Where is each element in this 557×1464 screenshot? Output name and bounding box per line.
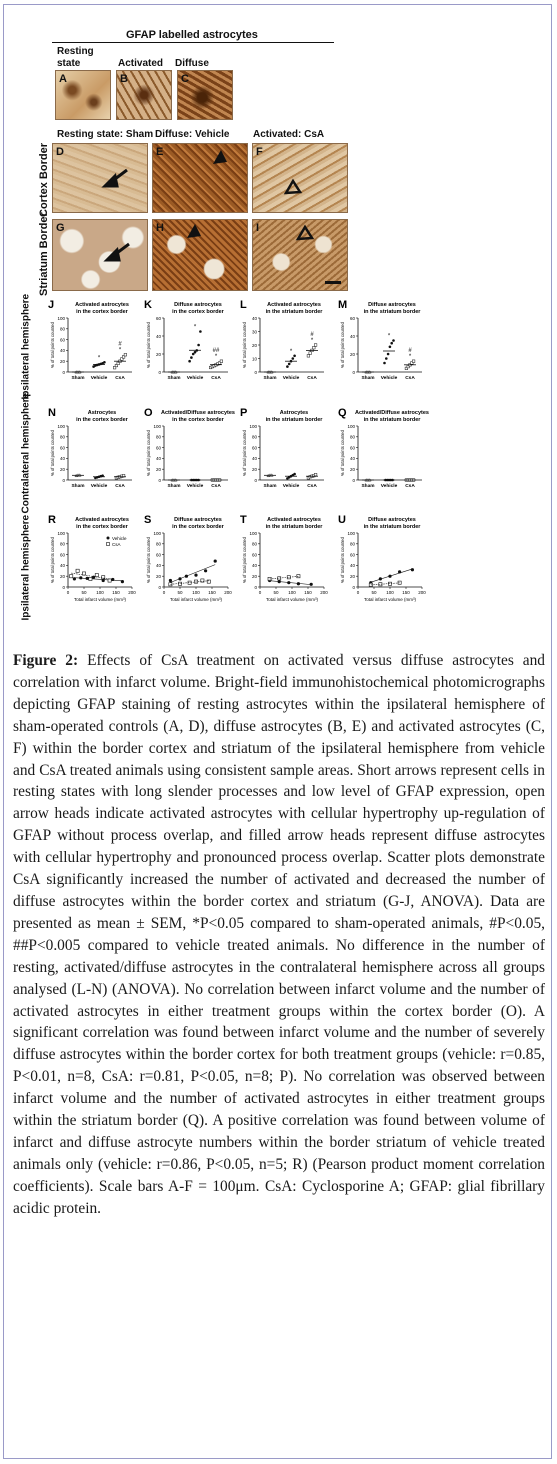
y-tick-label: 20 (59, 574, 65, 579)
figure-caption (13, 650, 545, 1220)
x-tick-label: 100 (288, 590, 296, 595)
x-tick-label: 150 (304, 590, 312, 595)
y-tick-label: 80 (59, 434, 65, 440)
point-csa (108, 579, 111, 582)
micrograph-d: D (52, 143, 148, 213)
y-tick-label: 0 (62, 477, 65, 483)
y-tick-label: 80 (251, 434, 257, 440)
x-tick-label: 0 (258, 590, 262, 595)
regression-line-vehicle (371, 569, 413, 582)
point-csa (220, 360, 223, 363)
y-tick-label: 60 (155, 552, 161, 558)
y-axis-label: % of total points counted (242, 430, 247, 476)
plot-row-label-2: Contralateral hemisphere (20, 392, 32, 514)
plot-title-o: Activated/Diffuse astrocytes (161, 410, 235, 416)
panel-letter-m: M (338, 299, 348, 311)
y-tick-label: 60 (349, 315, 355, 321)
plot-k (142, 298, 234, 398)
y-tick-label: 80 (349, 434, 355, 440)
point-csa (194, 580, 197, 583)
group-label-sham: Sham (71, 376, 85, 381)
point-csa (314, 473, 317, 476)
y-tick-label: 60 (251, 445, 257, 451)
group-label-vehicle: Vehicle (90, 376, 108, 381)
x-tick-label: 100 (192, 590, 200, 595)
plot-title-u: Diffuse astrocytes (368, 517, 416, 523)
y-tick-label: 100 (347, 530, 355, 536)
point-vehicle (169, 579, 172, 582)
regression-line-csa (371, 583, 400, 585)
x-axis-label: Total infarct volume (mm³) (363, 597, 417, 602)
col-title-csa: Activated: CsA (253, 129, 325, 140)
plot-title-r: Activated astrocytes (75, 517, 129, 523)
plot-title-q: Activated/Diffuse astrocytes (355, 410, 429, 416)
micrograph-b: B (116, 70, 172, 120)
x-axis-label: Total infarct volume (mm³) (73, 597, 127, 602)
point-vehicle (411, 568, 414, 571)
y-tick-label: 20 (349, 351, 355, 357)
y-tick-label: 60 (59, 445, 65, 451)
regression-line-csa (270, 576, 299, 579)
x-tick-label: 0 (162, 590, 166, 595)
point-csa (307, 355, 310, 358)
panel-letter-s: S (144, 514, 152, 526)
y-tick-label: 80 (59, 326, 65, 332)
plot-title-m: in the striatum border (363, 309, 421, 315)
significance-marker: * (408, 354, 412, 361)
y-tick-label: 80 (155, 541, 161, 547)
significance-marker: # (118, 341, 122, 348)
plot-l (238, 298, 330, 398)
panel-letter-n: N (48, 407, 56, 419)
y-tick-label: 20 (155, 574, 161, 579)
open-arrowhead-f (283, 178, 305, 196)
group-label-sham: Sham (71, 484, 85, 489)
y-tick-label: 10 (251, 356, 257, 362)
y-tick-label: 100 (57, 530, 65, 536)
significance-marker: * (214, 354, 218, 361)
group-label-csa: CsA (307, 376, 317, 381)
group-label-sham: Sham (263, 484, 277, 489)
panel-letter-q: Q (338, 407, 347, 419)
significance-marker: ## (212, 348, 220, 355)
x-tick-label: 200 (418, 590, 426, 595)
y-tick-label: 100 (249, 423, 257, 429)
regression-line-vehicle (270, 581, 312, 585)
x-tick-label: 50 (81, 590, 87, 595)
legend-marker-vehicle (107, 537, 110, 540)
group-label-vehicle: Vehicle (380, 376, 398, 381)
legend-vehicle: Vehicle (112, 535, 127, 541)
panel-letter-k: K (144, 299, 152, 311)
plot-o (142, 406, 234, 506)
y-tick-label: 100 (153, 530, 161, 536)
y-tick-label: 100 (57, 315, 65, 321)
group-label-csa: CsA (405, 376, 415, 381)
significance-marker: * (387, 333, 391, 340)
y-tick-label: 20 (59, 359, 65, 364)
y-axis-label: % of total points counted (146, 322, 151, 368)
x-tick-label: 50 (371, 590, 377, 595)
y-tick-label: 60 (59, 337, 65, 343)
point-vehicle (389, 346, 392, 349)
panel-letter-j: J (48, 299, 55, 311)
plot-title-s: in the cortex border (172, 524, 224, 530)
panel-letter-r: R (48, 514, 56, 526)
panel-a-title: Resting state (57, 46, 94, 69)
group-label-sham: Sham (361, 484, 375, 489)
y-tick-label: 40 (349, 456, 355, 462)
plot-title-t: Activated astrocytes (267, 517, 321, 523)
y-tick-label: 20 (155, 351, 161, 357)
caption-label: Figure 2: (13, 652, 79, 669)
y-axis-label: % of total points counted (340, 537, 345, 583)
plot-n (46, 406, 138, 506)
point-vehicle (194, 574, 197, 577)
group-label-csa: CsA (115, 376, 125, 381)
x-tick-label: 50 (177, 590, 183, 595)
point-csa (412, 360, 415, 363)
x-tick-label: 0 (356, 590, 360, 595)
plot-row-label-1: Ipsilateral hemisphere (20, 293, 32, 400)
y-tick-label: 0 (254, 477, 257, 483)
y-tick-label: 60 (251, 552, 257, 558)
y-tick-label: 20 (349, 467, 355, 472)
group-label-vehicle: Vehicle (380, 484, 398, 489)
y-tick-label: 60 (59, 552, 65, 558)
point-vehicle (204, 569, 207, 572)
panel-c-title: Diffuse (175, 58, 209, 69)
y-tick-label: 20 (155, 467, 161, 472)
point-vehicle (190, 356, 193, 359)
y-tick-label: 0 (158, 369, 161, 375)
plot-title-l: Activated astrocytes (267, 302, 321, 308)
x-axis-label: Total infarct volume (mm³) (169, 597, 223, 602)
y-tick-label: 60 (155, 315, 161, 321)
regression-line-vehicle (74, 578, 122, 581)
y-axis-label: % of total points counted (340, 322, 345, 368)
y-tick-label: 100 (249, 530, 257, 536)
point-vehicle (199, 330, 202, 333)
significance-marker: * (118, 347, 122, 354)
significance-marker: * (193, 324, 197, 331)
y-tick-label: 100 (153, 423, 161, 429)
y-tick-label: 80 (59, 541, 65, 547)
point-vehicle (387, 353, 390, 356)
short-arrow-d (101, 166, 131, 192)
plot-r (46, 513, 138, 613)
y-tick-label: 0 (158, 477, 161, 483)
row-label-striatum: Striatum Border (38, 212, 50, 296)
y-tick-label: 60 (349, 445, 355, 451)
y-axis-label: % of total points counted (50, 322, 55, 368)
point-vehicle (188, 360, 191, 363)
point-csa (70, 575, 73, 578)
x-tick-label: 100 (386, 590, 394, 595)
y-tick-label: 0 (352, 584, 355, 590)
y-axis-label: % of total points counted (50, 430, 55, 476)
plot-q (336, 406, 428, 506)
plot-title-n: Astrocytes (87, 410, 117, 416)
plot-title-j: Activated astrocytes (75, 302, 129, 308)
x-tick-label: 200 (320, 590, 328, 595)
point-csa (314, 344, 317, 347)
point-vehicle (286, 365, 289, 368)
filled-arrowhead-e (209, 148, 233, 168)
open-arrowhead-i (295, 224, 317, 242)
y-tick-label: 60 (155, 445, 161, 451)
panel-b-title: Activated (118, 58, 164, 69)
point-vehicle (293, 473, 296, 476)
y-tick-label: 0 (352, 477, 355, 483)
caption-text: Effects of CsA treatment on activated versus diffuse astrocytes and correlation with infarct volume. Bright-field immunohistochemical photomicrographs depicting GFAP staining of resting astrocytes within the ipsilateral hemisphere of sham-operated controls (A, D), diffuse astrocytes (B, E) and activated astrocytes (C, F) within the border cortex and striatum of the ipsilateral hemisphere from vehicle and CsA treated animals using consistent sample areas. Short arrows represent cells in resting states with long slender processes and low level of GFAP expression, open arrow heads indicate activated astrocytes with cellular hypertrophy up-regulation of GFAP without process overlap, and filled arrow heads represent diffuse astrocytes with cellular hypertrophy and pronounced process overlap. Scatter plots demonstrate CsA significantly increased the number of activated and decreased the number of diffuse astrocytes within the border cortex and striatum (G-J, ANOVA). Data are presented as mean ± SEM, *P<0.05 compared to sham-operated animals, #P<0.05, ##P<0.005 compared to vehicle treated animals. No difference in the number of resting, activated/diffuse astrocytes in the contralateral hemisphere across all groups analysed (L-N) (ANOVA). No correlation between infarct volume and the number of activated astrocytes in either treatment groups within the cortex border (O). A significant correlation was found between infarct volume and the number of severely diffuse astrocytes within the border cortex for both treatment groups (vehicle: r=0.85, P<0.01, n=8, CsA: r=0.81, P<0.05, n=8; P). No correlation was observed between infarct volume and the number of activated astrocytes in either treatment groups within the striatum border (Q). A positive correlation was found between volume of infarct and diffuse astrocyte numbers within the border striatum of vehicle treated animals only (vehicle: r=0.86, P<0.05, n=5; R) (Pearson product moment correlation coefficients). Scale bars A-F = 100μm. CsA: Cyclosporine A; GFAP: glial fibrillary acidic protein. (13, 652, 545, 1217)
short-arrow-g (103, 240, 133, 266)
plot-row-label-3: Ipsilateral hemisphere (20, 514, 32, 621)
filled-arrowhead-h (183, 222, 205, 240)
plot-title-n: in the cortex border (76, 417, 128, 423)
micrograph-f: F (252, 143, 348, 213)
x-tick-label: 200 (224, 590, 232, 595)
panel-letter-t: T (240, 514, 247, 526)
micrograph-a: A (55, 70, 111, 120)
point-csa (207, 580, 210, 583)
plot-title-j: in the cortex border (76, 309, 128, 315)
plot-s (142, 513, 234, 613)
point-csa (76, 569, 79, 572)
significance-marker: # (408, 348, 412, 355)
y-tick-label: 30 (251, 329, 257, 335)
micrograph-g: G (52, 219, 148, 291)
group-label-sham: Sham (167, 484, 181, 489)
y-tick-label: 80 (251, 541, 257, 547)
y-tick-label: 80 (349, 541, 355, 547)
group-label-sham: Sham (361, 376, 375, 381)
y-tick-label: 0 (254, 369, 257, 375)
y-tick-label: 0 (254, 584, 257, 590)
point-vehicle (214, 559, 217, 562)
micrograph-c: C (177, 70, 233, 120)
plot-title-t: in the striatum border (265, 524, 323, 530)
significance-marker: * (97, 355, 101, 362)
y-tick-label: 40 (59, 563, 65, 569)
y-tick-label: 40 (349, 563, 355, 569)
plot-title-k: in the cortex border (172, 309, 224, 315)
point-vehicle (197, 344, 200, 347)
plot-title-u: in the striatum border (363, 524, 421, 530)
y-tick-label: 80 (155, 434, 161, 440)
group-label-vehicle: Vehicle (282, 484, 300, 489)
plot-title-p: in the striatum border (265, 417, 323, 423)
group-label-vehicle: Vehicle (186, 484, 204, 489)
y-tick-label: 0 (158, 584, 161, 590)
point-csa (124, 353, 127, 356)
x-tick-label: 50 (273, 590, 279, 595)
group-label-csa: CsA (211, 376, 221, 381)
plot-title-o: in the cortex border (172, 417, 224, 423)
group-label-vehicle: Vehicle (186, 376, 204, 381)
point-vehicle (292, 357, 295, 360)
group-label-vehicle: Vehicle (282, 376, 300, 381)
group-label-csa: CsA (211, 484, 221, 489)
group-label-sham: Sham (167, 376, 181, 381)
significance-marker: * (310, 338, 314, 344)
panel-letter-u: U (338, 514, 346, 526)
x-tick-label: 150 (208, 590, 216, 595)
y-axis-label: % of total points counted (146, 430, 151, 476)
plot-title-l: in the striatum border (265, 309, 323, 315)
figure-header: GFAP labelled astrocytes (126, 29, 258, 41)
plot-title-m: Diffuse astrocytes (368, 302, 416, 308)
y-tick-label: 60 (349, 552, 355, 558)
col-title-vehicle: Diffuse: Vehicle (155, 129, 230, 140)
y-tick-label: 40 (155, 333, 161, 339)
y-axis-label: % of total points counted (50, 537, 55, 583)
scale-bar (325, 281, 341, 284)
legend-marker-csa (107, 543, 110, 546)
panel-letter-p: P (240, 407, 248, 419)
y-tick-label: 40 (155, 563, 161, 569)
y-axis-label: % of total points counted (340, 430, 345, 476)
group-label-sham: Sham (263, 376, 277, 381)
group-label-vehicle: Vehicle (90, 484, 108, 489)
point-csa (82, 572, 85, 575)
point-vehicle (385, 357, 388, 360)
micrograph-e: E (152, 143, 248, 213)
y-tick-label: 40 (155, 456, 161, 462)
y-tick-label: 20 (349, 574, 355, 579)
point-csa (309, 352, 312, 355)
plot-title-q: in the striatum border (363, 417, 421, 423)
y-tick-label: 40 (251, 563, 257, 569)
group-label-csa: CsA (307, 484, 317, 489)
group-label-csa: CsA (115, 484, 125, 489)
y-tick-label: 40 (349, 333, 355, 339)
y-tick-label: 20 (251, 467, 257, 472)
y-axis-label: % of total points counted (146, 537, 151, 583)
y-tick-label: 100 (57, 423, 65, 429)
micrograph-i: I (252, 219, 348, 291)
y-tick-label: 100 (347, 423, 355, 429)
y-tick-label: 40 (59, 348, 65, 354)
y-tick-label: 0 (352, 369, 355, 375)
point-csa (89, 577, 92, 580)
plot-m (336, 298, 428, 398)
plot-title-r: in the cortex border (76, 524, 128, 530)
significance-marker: * (289, 348, 293, 355)
x-tick-label: 150 (112, 590, 120, 595)
plot-t (238, 513, 330, 613)
x-tick-label: 150 (402, 590, 410, 595)
point-vehicle (288, 363, 291, 366)
panel-letter-l: L (240, 299, 247, 311)
point-vehicle (103, 361, 106, 364)
panel-letter-o: O (144, 407, 153, 419)
x-axis-label: Total infarct volume (mm³) (265, 597, 319, 602)
y-axis-label: % of total points counted (242, 537, 247, 583)
point-vehicle (383, 362, 386, 365)
x-tick-label: 200 (128, 590, 136, 595)
significance-marker: # (310, 332, 314, 338)
group-label-csa: CsA (405, 484, 415, 489)
point-csa (313, 346, 316, 349)
x-tick-label: 100 (96, 590, 104, 595)
point-vehicle (390, 342, 393, 345)
y-tick-label: 40 (251, 456, 257, 462)
y-tick-label: 0 (62, 584, 65, 590)
plot-p (238, 406, 330, 506)
y-tick-label: 20 (251, 574, 257, 579)
y-tick-label: 0 (62, 369, 65, 375)
plot-title-s: Diffuse astrocytes (174, 517, 222, 523)
y-tick-label: 40 (251, 315, 257, 321)
legend-csa: CsA (112, 541, 121, 547)
point-vehicle (392, 339, 395, 342)
y-axis-label: % of total points counted (242, 322, 247, 368)
point-vehicle (293, 355, 296, 358)
point-csa (95, 574, 98, 577)
col-title-sham: Resting state: Sham (57, 129, 154, 140)
plot-title-k: Diffuse astrocytes (174, 302, 222, 308)
plot-title-p: Astrocytes (279, 410, 309, 416)
y-tick-label: 20 (59, 467, 65, 472)
y-tick-label: 40 (59, 456, 65, 462)
header-rule (52, 42, 334, 43)
plot-u (336, 513, 428, 613)
row-label-cortex: Cortex Border (38, 143, 50, 217)
x-tick-label: 0 (66, 590, 70, 595)
micrograph-h: H (152, 219, 248, 291)
y-tick-label: 20 (251, 342, 257, 348)
plot-j (46, 298, 138, 398)
